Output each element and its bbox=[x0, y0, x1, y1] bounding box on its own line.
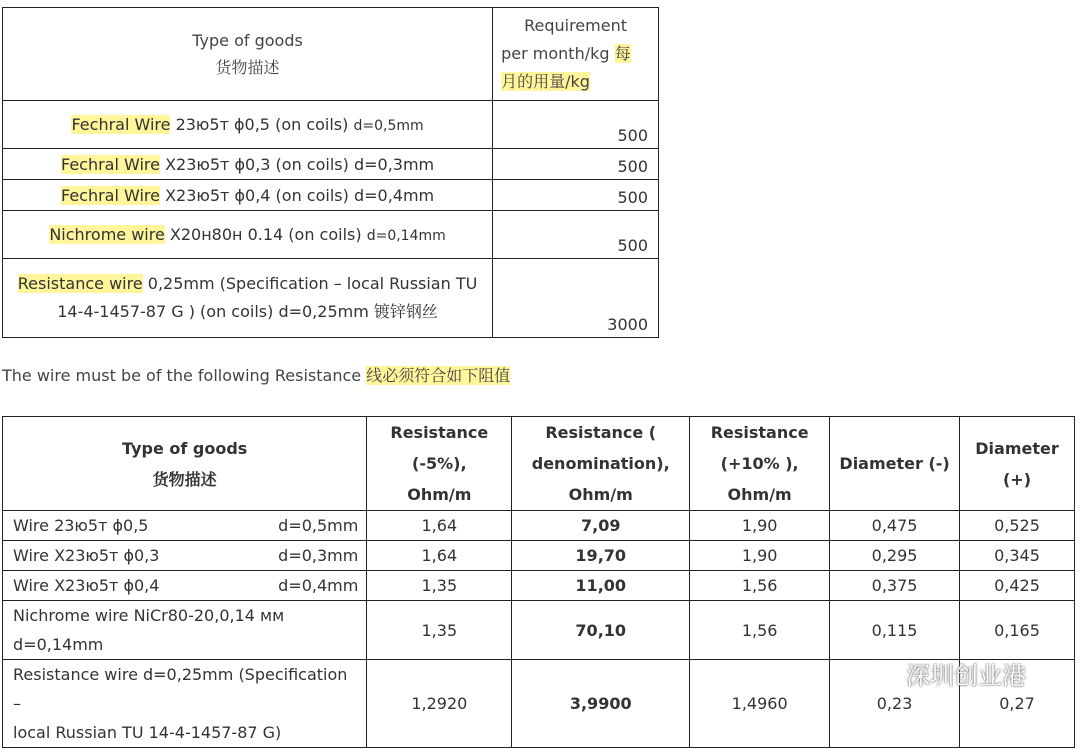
diameter-minus-cell: 0,375 bbox=[830, 571, 960, 601]
resistance-nominal-cell: 11,00 bbox=[512, 571, 690, 601]
type-of-goods-label-cn: 货物描述 bbox=[152, 469, 217, 489]
table-row bbox=[3, 601, 1075, 660]
header-line: Resistance bbox=[390, 423, 489, 442]
requirement-table bbox=[2, 7, 659, 338]
resistance-nominal-cell: 70,10 bbox=[512, 601, 690, 660]
goods-name: Resistance wire d=0,25mm (Specification – bbox=[13, 665, 348, 713]
table-row bbox=[3, 101, 659, 149]
quantity-cell: 500 bbox=[493, 101, 659, 149]
goods-cell bbox=[3, 101, 493, 149]
requirement-cn-1: 每 bbox=[614, 44, 631, 63]
diameter-plus-cell: 0,27 bbox=[960, 660, 1075, 748]
resistance-note bbox=[2, 363, 510, 389]
resistance-table bbox=[2, 416, 1075, 748]
diameter-plus-header bbox=[960, 417, 1075, 511]
table-row bbox=[3, 211, 659, 259]
diameter-minus-cell: 0,115 bbox=[830, 601, 960, 660]
type-of-goods-label: Type of goods bbox=[192, 31, 303, 50]
type-of-goods-label-cn: 货物描述 bbox=[215, 58, 280, 77]
type-of-goods-header bbox=[3, 417, 367, 511]
wechat-icon bbox=[860, 658, 900, 690]
resistance-minus-cell: 1,64 bbox=[367, 511, 512, 541]
diameter-minus-cell: 0,475 bbox=[830, 511, 960, 541]
goods-cell bbox=[3, 660, 367, 748]
header-line: (+10% ), bbox=[720, 454, 799, 473]
highlighted-name: Resistance wire bbox=[17, 274, 143, 293]
diameter-plus-cell: 0,165 bbox=[960, 601, 1075, 660]
resistance-minus-cell: 1,2920 bbox=[367, 660, 512, 748]
header-line: Resistance ( bbox=[545, 423, 657, 442]
goods-cell bbox=[3, 211, 493, 259]
quantity-cell: 500 bbox=[493, 180, 659, 211]
goods-diameter: d=0,4mm bbox=[278, 576, 359, 595]
highlighted-name: Fechral Wire bbox=[60, 154, 160, 174]
resistance-note-cn: 线必须符合如下阻值 bbox=[366, 366, 511, 385]
resistance-plus-header bbox=[690, 417, 830, 511]
goods-text: 0,25mm (Specification – local Russian TU bbox=[142, 274, 478, 293]
requirement-header bbox=[493, 8, 659, 101]
goods-name: Nichrome wire NiCr80-20,0,14 мм bbox=[13, 606, 285, 625]
quantity-cell: 500 bbox=[493, 211, 659, 259]
resistance-plus-cell: 1,4960 bbox=[690, 660, 830, 748]
header-line: Ohm/m bbox=[727, 485, 792, 504]
goods-diameter: d=0,14mm bbox=[366, 228, 446, 244]
highlighted-name: Nichrome wire bbox=[49, 225, 165, 244]
goods-diameter: d=0,5mm bbox=[353, 118, 424, 134]
goods-cell bbox=[3, 511, 367, 541]
table-row bbox=[3, 149, 659, 180]
header-line: Ohm/m bbox=[568, 485, 633, 504]
watermark bbox=[860, 656, 1026, 691]
goods-cell bbox=[3, 259, 493, 338]
diameter-minus-header: Diameter (-) bbox=[830, 417, 960, 511]
header-line: Ohm/m bbox=[407, 485, 472, 504]
resistance-minus-cell: 1,35 bbox=[367, 571, 512, 601]
diameter-plus-cell: 0,345 bbox=[960, 541, 1075, 571]
goods-cell bbox=[3, 601, 367, 660]
goods-text: 23ю5т ϕ0,5 (on coils) bbox=[170, 115, 354, 134]
type-of-goods-header bbox=[3, 8, 493, 101]
resistance-plus-cell: 1,90 bbox=[690, 541, 830, 571]
header-line: (-5%), bbox=[412, 454, 467, 473]
header-line: (+) bbox=[1002, 469, 1032, 489]
goods-cell bbox=[3, 541, 367, 571]
resistance-nominal-cell: 19,70 bbox=[512, 541, 690, 571]
goods-name: Wire 23ю5т ϕ0,5 bbox=[13, 516, 149, 535]
highlighted-name: Fechral Wire bbox=[71, 115, 171, 134]
goods-diameter: d=0,5mm bbox=[278, 516, 359, 535]
type-of-goods-label: Type of goods bbox=[122, 438, 248, 458]
table-row bbox=[3, 180, 659, 211]
table-row bbox=[3, 259, 659, 338]
goods-text-line2: 14-4-1457-87 G ) (on coils) d=0,25mm 镀锌钢丝 bbox=[57, 302, 438, 321]
resistance-note-text: The wire must be of the following Resistance bbox=[2, 366, 367, 385]
header-line: denomination), bbox=[531, 454, 670, 473]
diameter-plus-cell: 0,525 bbox=[960, 511, 1075, 541]
requirement-label: Requirement bbox=[524, 16, 627, 35]
resistance-minus-cell: 1,35 bbox=[367, 601, 512, 660]
goods-cell bbox=[3, 180, 493, 211]
goods-name-line2: d=0,14mm bbox=[13, 635, 104, 654]
goods-text: Х23ю5т ϕ0,3 (on coils) d=0,3mm bbox=[160, 154, 435, 174]
resistance-nominal-header bbox=[512, 417, 690, 511]
requirement-cn-2: 月的用量/kg bbox=[501, 72, 590, 91]
goods-name: Wire Х23ю5т ϕ0,3 bbox=[13, 546, 160, 565]
diameter-minus-cell: 0,295 bbox=[830, 541, 960, 571]
resistance-nominal-cell: 7,09 bbox=[512, 511, 690, 541]
quantity-cell: 500 bbox=[493, 149, 659, 180]
header-line: Diameter bbox=[975, 438, 1059, 458]
table-row bbox=[3, 541, 1075, 571]
resistance-plus-cell: 1,90 bbox=[690, 511, 830, 541]
resistance-plus-cell: 1,56 bbox=[690, 601, 830, 660]
table-row bbox=[3, 571, 1075, 601]
goods-text: Х23ю5т ϕ0,4 (on coils) d=0,4mm bbox=[160, 185, 435, 205]
goods-diameter: d=0,3mm bbox=[278, 546, 359, 565]
requirement-unit-label: per month/kg bbox=[501, 44, 610, 63]
watermark-text: 深圳创业港 bbox=[906, 662, 1026, 690]
diameter-plus-cell: 0,425 bbox=[960, 571, 1075, 601]
table-row bbox=[3, 511, 1075, 541]
goods-cell bbox=[3, 149, 493, 180]
resistance-minus-cell: 1,64 bbox=[367, 541, 512, 571]
goods-cell bbox=[3, 571, 367, 601]
goods-name-line2: local Russian TU 14-4-1457-87 G) bbox=[13, 723, 282, 742]
table-header-row bbox=[3, 417, 1075, 511]
goods-name: Wire Х23ю5т ϕ0,4 bbox=[13, 576, 160, 595]
table-header-row bbox=[3, 8, 659, 101]
resistance-minus-header bbox=[367, 417, 512, 511]
diameter-minus-cell: 0,23 bbox=[830, 660, 960, 748]
resistance-nominal-cell: 3,9900 bbox=[512, 660, 690, 748]
goods-text: Х20н80н 0.14 (on coils) bbox=[164, 225, 367, 244]
resistance-plus-cell: 1,56 bbox=[690, 571, 830, 601]
highlighted-name: Fechral Wire bbox=[60, 185, 160, 205]
quantity-cell: 3000 bbox=[493, 259, 659, 338]
header-line: Resistance bbox=[710, 423, 809, 442]
